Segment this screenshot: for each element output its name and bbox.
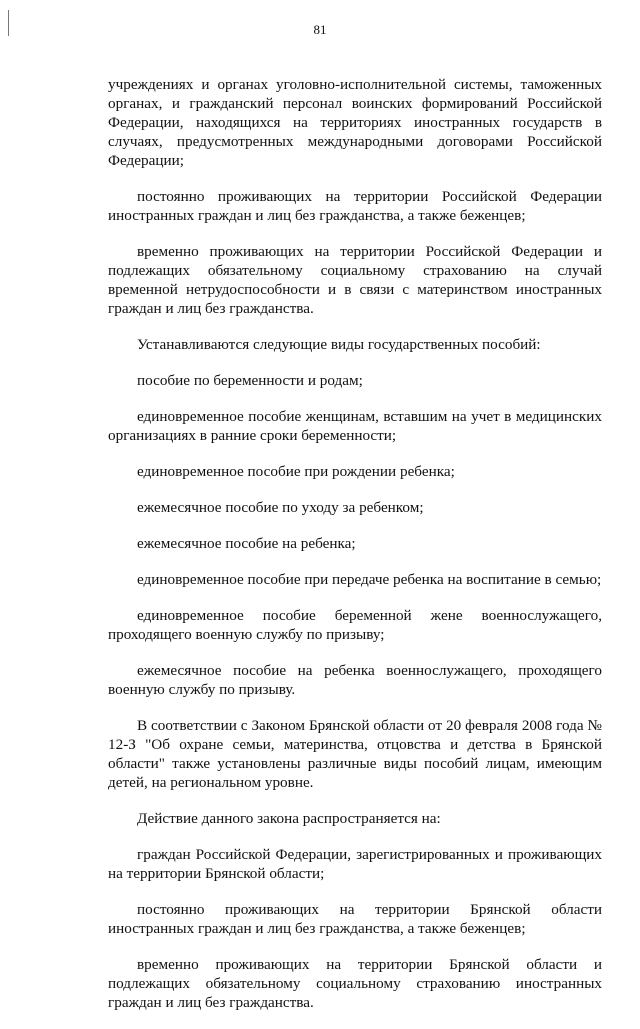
list-item: ежемесячное пособие на ребенка; — [137, 535, 356, 552]
list-item: временно проживающих на территории Брянской области и подлежащих обязательному социальному страхованию иностранных граждан и лиц без гражданства. — [108, 956, 602, 1011]
list-item: единовременное пособие женщинам, вставшим на учет в медицинских организациях в ранние сроки беременности; — [108, 408, 602, 444]
list-item: единовременное пособие при рождении ребенка; — [137, 463, 455, 480]
paragraph: Действие данного закона распространяется на: — [137, 810, 441, 827]
list-item: ежемесячное пособие на ребенка военнослужащего, проходящего военную службу по призыву. — [108, 662, 602, 698]
list-item: единовременное пособие при передаче ребенка на воспитание в семью; — [137, 571, 602, 588]
paragraph: В соответствии с Законом Брянской области от 20 февраля 2008 года № 12-З "Об охране семьи, материнства, отцовства и детства в Брянской области" также установлены различные виды пособий лицам, имеющим детей, на региональном уровне. — [108, 717, 602, 791]
paragraph: учреждениях и органах уголовно-исполнительной системы, таможенных органах, и гражданский персонал воинских формирований Российской Федерации, находящихся на территориях иностранных государств в случаях, предусмотренных международными договорами Российской Федерации; — [108, 76, 602, 169]
list-item: постоянно проживающих на территории Брянской области иностранных граждан и лиц без гражданства, а также беженцев; — [108, 901, 602, 937]
paragraph: постоянно проживающих на территории Российской Федерации иностранных граждан и лиц без гражданства, а также беженцев; — [108, 188, 602, 224]
page-number: 81 — [313, 22, 327, 37]
list-item: пособие по беременности и родам; — [137, 372, 363, 389]
list-item: граждан Российской Федерации, зарегистрированных и проживающих на территории Брянской области; — [108, 846, 602, 882]
list-item: единовременное пособие беременной жене военнослужащего, проходящего военную службу по призыву; — [108, 607, 602, 643]
document-body — [108, 75, 602, 1029]
list-item: ежемесячное пособие по уходу за ребенком; — [137, 499, 424, 516]
paragraph: Устанавливаются следующие виды государственных пособий: — [137, 336, 541, 353]
paragraph: временно проживающих на территории Российской Федерации и подлежащих обязательному социальному страхованию на случай временной нетрудоспособности и в связи с материнством иностранных граждан и лиц без гражданства. — [108, 243, 602, 317]
